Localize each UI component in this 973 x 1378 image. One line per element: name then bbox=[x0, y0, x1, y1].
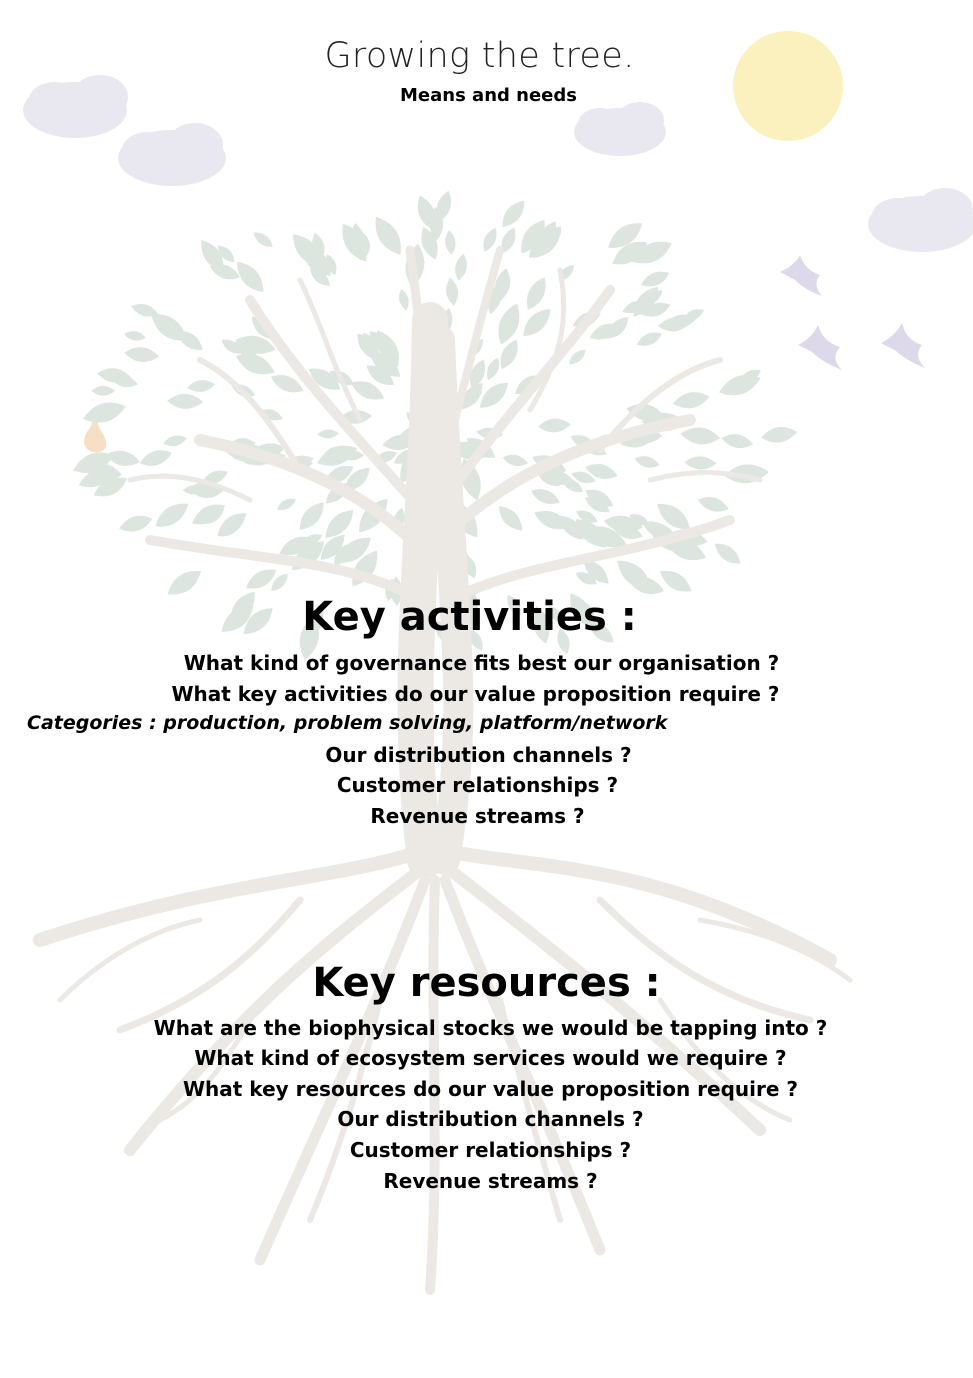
leaf-icon bbox=[501, 452, 529, 468]
cloud-icon bbox=[868, 188, 973, 252]
leaf-icon bbox=[483, 355, 503, 382]
bird-icon bbox=[881, 323, 925, 368]
leaf-icon bbox=[275, 495, 298, 513]
leaf-icon bbox=[529, 485, 563, 509]
bird-icon bbox=[780, 255, 822, 296]
leaf-icon bbox=[521, 274, 551, 313]
leaf-icon bbox=[117, 512, 155, 536]
leaf-icon bbox=[684, 456, 717, 471]
branch bbox=[40, 850, 425, 940]
leaf-icon bbox=[151, 497, 193, 533]
leaf-icon bbox=[720, 431, 754, 451]
key-activities-heading: Key activities : bbox=[302, 594, 637, 640]
bird-icon bbox=[798, 325, 842, 370]
leaf-icon bbox=[453, 253, 469, 282]
leaf-icon bbox=[444, 277, 460, 307]
key-resources-heading: Key resources : bbox=[312, 960, 661, 1006]
resources-question: What kind of ecosystem services would we require ? bbox=[194, 1046, 787, 1070]
activities-question: Our distribution channels ? bbox=[325, 743, 632, 767]
resources-question: Our distribution channels ? bbox=[337, 1107, 644, 1131]
leaf-icon bbox=[679, 425, 721, 446]
leaf-icon bbox=[497, 196, 530, 232]
leaf-icon bbox=[671, 389, 711, 411]
branch bbox=[300, 280, 360, 420]
activities-categories: Categories : production, problem solving, platform/network bbox=[27, 712, 668, 734]
resources-question: What key resources do our value proposition require ? bbox=[182, 1077, 798, 1101]
activities-question: What key activities do our value proposition require ? bbox=[171, 682, 780, 706]
leaf-icon bbox=[475, 377, 514, 414]
leaf-icon bbox=[494, 501, 528, 535]
leaf-icon bbox=[162, 433, 188, 448]
leaf-icon bbox=[123, 329, 146, 342]
leaf-icon bbox=[696, 493, 731, 516]
resources-question: What are the biophysical stocks we would be tapping into ? bbox=[153, 1016, 828, 1040]
leaf-icon bbox=[186, 378, 216, 393]
page-title: Growing the tree. bbox=[324, 36, 635, 76]
leaf-icon bbox=[368, 212, 408, 260]
leaf-icon bbox=[760, 424, 799, 445]
cloud-icon bbox=[118, 123, 226, 186]
activities-question: What kind of governance fits best our organisation ? bbox=[183, 651, 780, 675]
leaf-icon bbox=[444, 230, 457, 256]
resources-question: Revenue streams ? bbox=[383, 1169, 598, 1193]
leaf-icon bbox=[537, 417, 571, 433]
leaf-icon bbox=[91, 386, 115, 396]
activities-question: Customer relationships ? bbox=[336, 773, 619, 797]
leaf-icon bbox=[251, 229, 276, 251]
leaf-icon bbox=[167, 393, 204, 409]
leaf-icon bbox=[633, 453, 661, 470]
cloud-icon bbox=[574, 102, 666, 156]
leaf-icon bbox=[495, 336, 523, 372]
leaf-icon bbox=[711, 538, 745, 569]
leaf-icon bbox=[317, 429, 339, 439]
activities-question: Revenue streams ? bbox=[370, 804, 585, 828]
resources-question: Customer relationships ? bbox=[349, 1138, 632, 1162]
leaf-icon bbox=[397, 288, 411, 312]
leaf-icon bbox=[123, 345, 159, 363]
leaf-icon bbox=[138, 446, 175, 470]
leaf-icon bbox=[656, 565, 696, 598]
leaf-icon bbox=[294, 497, 329, 534]
leaf-icon bbox=[80, 397, 128, 428]
page-subtitle: Means and needs bbox=[399, 85, 577, 106]
leaf-icon bbox=[518, 303, 557, 342]
leaf-icon bbox=[634, 328, 664, 350]
